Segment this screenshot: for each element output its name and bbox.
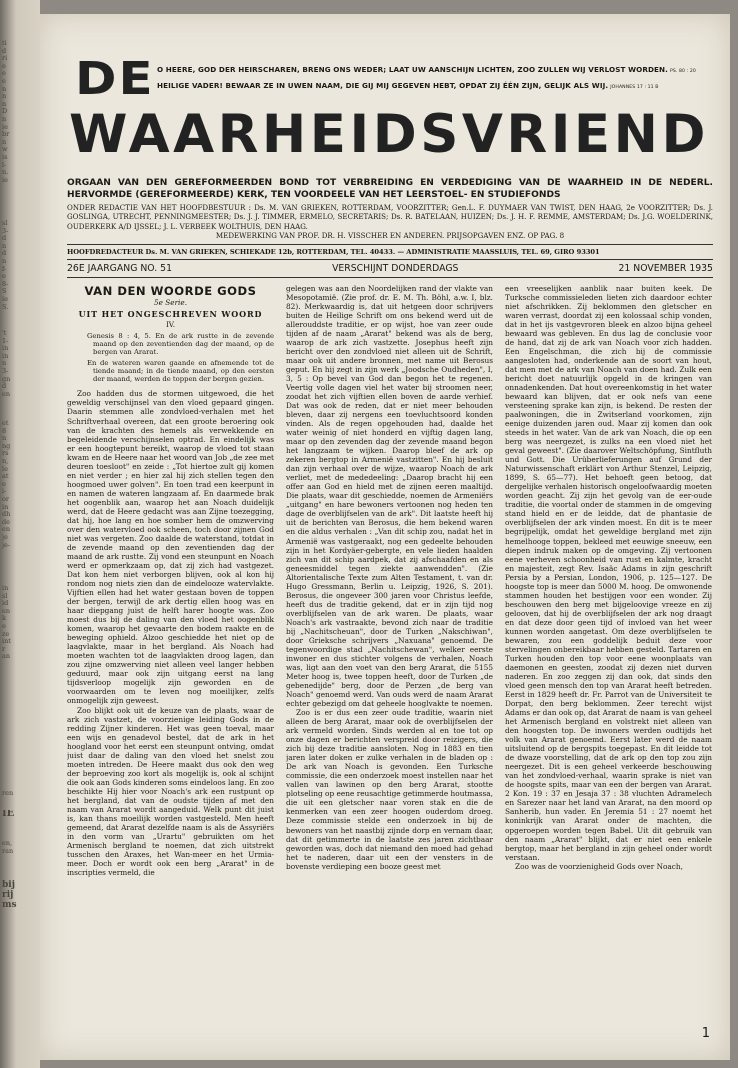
article-paragraph: gelegen was aan den Noordelijken rand der vlakte van Mesopotamië. (Zie prof. dr. E. M. Th. Böhl, a.w. I, blz. 82). Merkwaardig is, dat uit hetgeen door schrijvers buiten de Heilige Schrift om ons bekend werd uit de allerouddste traditie, er op wijst, hoe van zeer oude tijden af de naam „Ararat" bekend was als de berg, waarop de ark zich vastzette. Josephus heeft zijn bericht over den zondvloed niet alleen uit de Schrift, maar ook uit andere bronnen, met name uit Berosus geput. En hij zegt in zijn werk „Joodsche Oudheden", I, 3, 5 : Op bevel van God dan begon het te regenen. Veertig volle dagen viel het water bij stroomen neer, zoodat het zich vijftien ellen boven de aarde verhief. Dat was ook de reden, dat er niet meer behouden bleven, daar zij nergens een toevluchtsoord konden vinden. Als de regen opgehouden had, daalde het water weinig of niet honderd en vijftig dagen lang, maar op den zevenden dag der zevende maand begon het langzaam te wijken. Daarop bleef de ark op zekeren bergtop in Armenië vastzitten". En hij besluit dan zijn verhaal over de wijze, waarop Noach de ark verliet, met de mededeeling: „Daarop bracht hij een offer aan God en hield met de zijnen eeren maaltijd. Die plaats, waar dit geschiedde, noemen de Armeniërs „uitgang" en hare bewoners vertoonen nog heden ten dage de overblijfselen van de ark". Dit laatste heeft hij uit de berichten van Berosus, die hem bekend waren en die aldus verhalen : „Van dit schip zou, nadat het in Armenië was vastgeraakt, nog een gedeelte behouden zijn in het Kordyäer-gebergte, en vele lieden haalden zich van dit schip aardpek, dat zij afschaafden en als geneesmiddel tegen ziekte aanwendden". (Zie Altorientalische Texte zum Alten Testament, t. van dr. Hugo Gressmann, Berlin u. Leipzig, 1926, S. 201). Berosus, die ongeveer 300 jaren voor Christus leefde, heeft dus de traditie gekend, dat er in zijn tijd nog overblijfselen van de ark waren. De plaats, waar Noach's ark vastraakte, bevond zich naar de traditie bij „Nachitscheuan", door de Turken „Nakschiwan", door Grieksche schrijvers „Naxuana" genoemd. De tegenwoordige stad „Nachitschewan", welker eerste inwoner en dus stichter volgens de verhalen, Noach was, ligt aan den voet van den berg Ararat, die 5155 Meter hoog is, twee toppen heeft, door de Turken „de gebenedijde" berg, door de Perzen „de berg van Noach" genoemd werd. Van ouds werd de naam Ararat echter gebezigd om dat geheele hooglvakte te noemen. bbox=[286, 283, 493, 709]
article-paragraph: Zoo blijkt ook uit de keuze van de plaats, waar de ark zich vastzet, de voorzienige leiding Gods in de redding Zijner kinderen. Het was geen toeval, maar een wijs en genadevol bestel, dat de ark in het hoogland voor het eerst een steunpunt ontving, omdat juist daar de daling van den vloed het snelst zou moeten intreden. De Heere maakt dus ook den weg der beproeving zoo kort als mogelijk is, ook al schijnt die ook aan Gods kinderen soms eindeloos lang. En zoo beschikte Hij hier voor Noach's ark een rustpunt op het bergland, dat van de oudste tijden af met den naam van Ararat wordt aangeduid. Welk punt dit juist is, kan thans moeilijk worden vastgesteld. Men heeft gemeend, dat Ararat dezelfde naam is als de Assyriërs in den vorm van „Urartu" gebruikten om het Armenisch bergland te noemen, dat zich uitstrekt tusschen den Araxes, het Wan-meer en het Urmia-meer. Doch er wordt ook een berg „Ararat" in de inscripties vermeld, die bbox=[67, 705, 274, 878]
article-subheading: UIT HET ONGESCHREVEN WOORD bbox=[78, 308, 263, 319]
article-paragraph: een vreeselijken aanblik naar buiten keek. De Turksche commissieleden lieten zich daardoor echter niet afschrikken. Zij beklommen den gletscher en waren verrast, doordat zij een kolossaal schip vonden, dat in het ijs vastgevroren bleek en alzoo bijna geheel bewaard was gebleven. En dus lag de conclusie voor de hand, dat zij de ark van Noach voor zich hadden. Een Engelschman, die zich bij de commissie aangesloten had, onderkende aan de soort van hout, dat men met de ark van Noach van doen had. Zulk een bericht doet natuurlijk opgeld in de kringen van onnadenkenden. Dat hout overeenkomstig in het water bewaard kan blijven, dat er ook nefs van eene versteening sprake kan zijn, is bekend. De resten der paalwoningen, die in Zwitserland voorkomen, zijn eenige duizenden jaren oud. Maar zij komen dan ook steeds in het water. Van de ark van Noach, die op een berg was neergezet, is zulks na een vloed niet het geval geweest". (Zie daarover Weltschöpfung, Sintfluth und Gott. Die Urüberlieferungen auf Grund der Naturwissenschaft erklärt von Arthur Stenzel, Leipzig, 1899, S. 65—77). Het behoeft geen betoog, dat dergelijke verhalen historisch ongeloofwaardig moeten worden geacht. Zij zijn het gevolg van de eer-oude traditie, die voortal onder de stammen in de omgeving stand hield en er de leidde, dat de phantasie de overblijfselen der ark vinden moest. En dit is te meer begrijpelijk, omdat het geweldige bergland met zijn hemelhooge toppen, bekleed met eeuwige sneeuw, een diepen indruk maken op de omgeving. Zij vertoonen eene verheven schoonheid van rust en kalmte, kracht en majesteit, zegt Rev. Isaäc Adams in zijn geschrift Persia by a Persian, London, 1906, p. 125—127. De hoogste top is meer dan 5000 M. hoog. De omwonende stammen houden het bestijgen voor een wonder. Zij beschouwen den berg met bijgeloovige vreeze en zij gelooven, dat hij de overblijfselen der ark nog draagt en dat deze door geen tijd of invloed van het weer kunnen worden aangetast. Om deze overblijfselen te bewaren, zou een goddelijk beduit deze voor stervelingen onbereikbaar hebben gesteld. Tartaren en Turken houden den top voor eene woonplaats van daemonen en geesten, zoodat zij dezen niet durven naderen. En zoo zeggen zij dan ook, dat sinds den vloed geen mensch den top van Ararat heeft betreden. Eerst in 1829 heeft dr. Fr. Parrot van de Universiteit te Dorpat, den berg beklommen. Zeer terecht wijst Adams er dan ook op, dat Ararat de naam is van geheel het Armenisch bergland en volstrekt niet alleen van den hoogsten top. De inwoners werden oudtijds het volk van Ararat genoemd. Eerst later werd de naam uitsluitend op de bergspits toegepast. En dit leidde tot de dwaze voorstelling, dat de ark op den top zou zijn neergezet. Dit is een geheel verkeerde beschouwing van het zondvloed-verhaal, waarin sprake is niet van de hoogste spits, maar van een der bergen van Ararat. 2 Kon. 19 : 37 en Jesaja 37 : 38 vluchten Adramelech en Sarezer naar het land van Ararat, na den moord op Sanherib, hun vader. En Jeremia 51 : 27 noemt het koninkrijk van Ararat onder de machten, die opgeroepen worden tegen Babel. Uit dit gebruik van den naam „Ararat" blijkt, dat er niet een enkele bergtop, maar het bergland in zijn geheel onder wordt verstaan. bbox=[505, 283, 712, 862]
masthead-title: WAARHEIDSVRIEND bbox=[69, 104, 709, 165]
page-number: 1 bbox=[701, 1026, 710, 1041]
strip-fragment: 't 1- in in n 3- gn d en bbox=[2, 330, 11, 398]
article-heading: VAN DEN WOORDE GODS bbox=[84, 283, 257, 298]
issue-date: 21 NOVEMBER 1935 bbox=[618, 262, 713, 274]
motto-line-2: HEILIGE VADER! BEWAAR ZE IN UWEN NAAM, DIE GIJ MIJ GEGEVEN HEBT, OPDAT ZIJ ÉÉN ZIJN, GELIJK ALS WIJ. bbox=[157, 81, 609, 90]
column-3 bbox=[505, 284, 712, 974]
redactie-text: ONDER REDACTIE VAN HET HOOFDBESTUUR : Ds. M. VAN GRIEKEN, ROTTERDAM, VOORZITTER; Gen.L. F. DUYMAER VAN TWIST, DEN HAAG, 2e VOORZITTER; Ds. J. GOSLINGA, UTRECHT, PENNINGMEESTER; Ds. J. J. TIMMER, ERMELO, SECRETARIS; Ds. R. BATELAAN, HUIZEN; Ds. J. H. F. REMME, AMSTERDAM; Ds. J.G. WOELDERINK, OUDERKERK A/D IJSSEL; J. L. VERBEEK WOLTHUIS, DEN HAAG. bbox=[67, 203, 713, 231]
column-1 bbox=[67, 284, 274, 974]
article-series: 5e Serie. bbox=[153, 297, 188, 307]
organ-statement: ORGAAN VAN DEN GEREFORMEERDEN BOND TOT VERBREIDING EN VERDEDIGING VAN DE WAARHEID IN DE NEDERL. HERVORMDE (GEREFORMEERDE) KERK, TEN VOORDEELE VAN HET LEERSTOEL- EN STUDIEFONDS bbox=[67, 178, 713, 200]
article-part-number: IV. bbox=[165, 319, 176, 329]
column-2 bbox=[286, 284, 493, 974]
article-paragraph: Zoo hadden dus de stormen uitgewoed, die het geweldig verschijnsel van den vloed gepaard gingen. Daarin stemmen alle zondvloed-verhalen met het Schriftverhaal overeen, dat een groote beroering ook van de krachten des hemels als verwekkende en begeleidende verschijnselen optrad. En eindelijk was er een hoogtepunt bereikt, waarop de vloed tot staan kwam en de Heere naar het woord van Job „de zee met deuren toesloot" en zeide : „Tot hiertoe zult gij komen en niet verder ; en hier zal hij zich stellen tegen den hoogmoed uwer golven". En toen trad een keerpunt in en namen de wateren langzaam af. En daarmede brak het oogenblik aan, waarop het aan Noach duidelijk werd, dat de Heere gedacht was aan Zijne toezegging, dat hij, hoe lang en hoe somber hem de omzwerving over den watervloed ook scheen, toch door zijnen God niet was vergeten. Zoo daalde de waterstand, totdat in de zevende maand op den zeventienden dag der maand de ark rustte. Zij vond een steunpunt en Noach werd er opmerkzaam op, dat zij zich had vastgezet. Dat kon hem niet verborgen blijven, ook al kon hij rondom nog niets zien dan de eindelooze watervlakte. Vijftien ellen had het water gestaan boven de toppen der bergen, terwijl de ark dertig ellen hoog was en haar diepgang juist de helft harer hoogte was. Zoo moest dus bij de daling van den vloed het oogenblik komen, waarop het gevaarte den bodem raakte en de beweging ophield. Alzoo geschiedde het niet op de laagvlakte, maar in het bergland. Als Noach had moeten wachten tot de laagvlakten droog lagen, dan zou zijne omzwerving niet alleen veel langer hebben geduurd, maar ook zijn uitgang eerst na lang tijdsverloop mogelijk zijn geworden en de voorwaarden om te leven nog moeilijker, zelfs onmogelijk zijn geweest. bbox=[67, 389, 274, 706]
article-paragraph: Zoo was de voorzienigheid Gods over Noach, bbox=[515, 861, 683, 871]
strip-fragment: ti d ri e e e n n n D n ie br n w is l- n. ie bbox=[2, 40, 10, 184]
editorial-board bbox=[67, 203, 713, 241]
volume-number: 26E JAARGANG NO. 51 bbox=[67, 262, 172, 274]
strip-fragment: bij rij ms bbox=[2, 880, 17, 910]
previous-page-strip bbox=[0, 0, 40, 1068]
medewerking-text: MEDEWERKING VAN PROF. DR. H. VISSCHER EN ANDEREN. PRIJSOPGAVEN ENZ. OP PAG. 8 bbox=[215, 231, 565, 241]
strip-fragment: sl 3- d n d n f- e 8- S ie S. bbox=[2, 220, 9, 311]
motto-ref-1: PS. 80 : 20 bbox=[670, 69, 696, 74]
masthead bbox=[67, 52, 713, 172]
motto-ref-2: JOHANNES 17 : 11 B bbox=[610, 85, 659, 90]
masthead-motto bbox=[157, 63, 713, 95]
motto-line-1: O HEERE, GOD DER HEIRSCHAREN, BRENG ONS WEDER; LAAT UW AANSCHIJN LICHTEN, ZOO ZULLEN WIJ VERLOST WORDEN. bbox=[157, 65, 668, 74]
scripture-quote bbox=[87, 332, 274, 384]
masthead-de: DE bbox=[75, 52, 155, 105]
strip-fragment: et 8 n ng rs n, le at e i- or in dh de en je je- bbox=[2, 420, 11, 549]
strip-fragment: en, ran bbox=[2, 840, 14, 855]
article-paragraph: Zoo is er dus een zeer oude traditie, waarin niet alleen de berg Ararat, maar ook de overblijfselen der ark vermeld worden. Sinds werden al en toe tot op onze dagen er berichten verspreid door reizigers, die zich bij deze traditie aansloten. Nog in 1883 en tien jaren later doken er zulke verhalen in de bladen op : De ark van Noach is gevonden. Een Turksche commissie, die een onderzoek moest instellen naar het vallen van lawinen op den berg Ararat, stootte plotseling op eene reusachtige getimmerde houtmassa, die uit een gletscher naar voren stak en die de kenmerken van een zeer hoogen ouderdom droeg. Deze commissie stelde een onderzoek in bij de bewoners van het naastbij zijnde dorp en vernam daar, dat dit getimmerte in de laatste zes jaren zichtbaar geworden was, doch dat niemand den moed had gehad het te naderen, daar uit een der vensters in de bovenste verdieping een booze geest met bbox=[286, 708, 493, 871]
newspaper-page bbox=[40, 14, 730, 1060]
verse-text: Genesis 8 : 4, 5. En de ark rustte in de zevende maand op den zeventienden dag der maand, op de bergen van Ararat. bbox=[87, 331, 274, 357]
verse-text: En de wateren waren gaande en afnemende tot de tiende maand; in de tiende maand, op den eersten der maand, werden de toppen der bergen gezien. bbox=[87, 358, 274, 384]
publication-schedule: VERSCHIJNT DONDERDAGS bbox=[332, 262, 459, 274]
strip-fragment: in sl id en k e ze int r an bbox=[2, 585, 11, 661]
strip-fragment: IE bbox=[2, 810, 15, 818]
chief-editor-line: HOOFDREDACTEUR Ds. M. VAN GRIEKEN, SCHIEKADE 12b, ROTTERDAM, TEL. 40433. — ADMINISTRATIE MAASSLUIS, TEL. 69, GIRO 93301 bbox=[67, 247, 600, 256]
strip-fragment: ren bbox=[2, 790, 14, 797]
issue-bar bbox=[67, 259, 713, 278]
article-columns bbox=[67, 284, 713, 974]
